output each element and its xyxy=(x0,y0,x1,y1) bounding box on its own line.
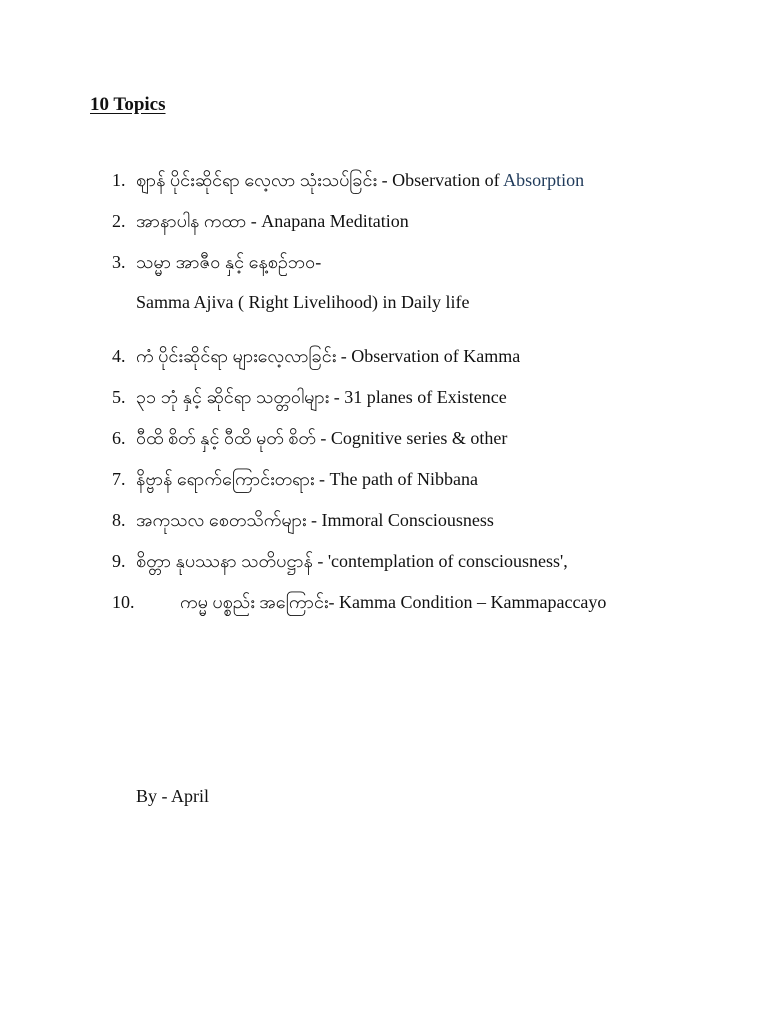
topic-item-4 xyxy=(112,342,752,383)
topic-text: နိဗ္ဗာန် ရောက်ကြောင်းတရား - The path of Nibbana xyxy=(136,469,478,489)
topic-text: ကမ္မ ပစ္စည်း အကြောင်း- Kamma Condition – Kammapaccayo xyxy=(180,592,607,612)
topic-text: ဝီထိ စိတ် နှင့် ဝီထိ မုတ် စိတ် - Cognitive series & other xyxy=(136,428,508,448)
topic-item-5 xyxy=(112,383,752,424)
topic-item-10 xyxy=(112,588,752,629)
topic-item-2 xyxy=(112,207,752,248)
topic-item-1 xyxy=(112,166,752,207)
topic-item-6 xyxy=(112,424,752,465)
topic-item-8 xyxy=(112,506,752,547)
topic-number: 7. xyxy=(112,469,126,489)
topic-text: ၃၁ ဘုံ နှင့် ဆိုင်ရာ သတ္တဝါများ - 31 planes of Existence xyxy=(136,387,507,407)
topic-list xyxy=(112,166,752,629)
topic-text: အကုသလ စေတသိက်များ - Immoral Consciousness xyxy=(136,510,494,530)
topic-continuation: Samma Ajiva ( Right Livelihood) in Daily life xyxy=(136,292,470,312)
topic-text: သမ္မာ အာဇီဝ နှင့် နေ့စဉ်ဘဝ- xyxy=(136,252,322,272)
topic-item-9 xyxy=(112,547,752,588)
topic-number: 8. xyxy=(112,510,126,530)
topic-number: 2. xyxy=(112,211,126,231)
topic-text: စိတ္တာ နုပဿနာ သတိပဋ္ဌာန် - 'contemplation of consciousness', xyxy=(136,551,568,571)
topic-number: 1. xyxy=(112,170,126,190)
topic-highlight: Absorption xyxy=(503,170,585,190)
topic-number: 4. xyxy=(112,346,126,366)
topic-text: ကံ ပိုင်းဆိုင်ရာ များလေ့လာခြင်း - Observation of Kamma xyxy=(136,346,521,366)
topic-number: 6. xyxy=(112,428,126,448)
topic-number: 5. xyxy=(112,387,126,407)
topic-number: 3. xyxy=(112,252,126,272)
topic-item-3 xyxy=(112,248,752,342)
topic-item-7 xyxy=(112,465,752,506)
document-title: 10 Topics xyxy=(90,94,166,115)
topic-number: 9. xyxy=(112,551,126,571)
topic-text: အာနာပါန ကထာ - Anapana Meditation xyxy=(136,211,409,231)
topic-number: 10. xyxy=(112,592,135,612)
byline: By - April xyxy=(136,786,210,806)
topic-text: ဈာန် ပိုင်းဆိုင်ရာ လေ့လာ သုံးသပ်ခြင်း - Observation of xyxy=(136,170,504,190)
